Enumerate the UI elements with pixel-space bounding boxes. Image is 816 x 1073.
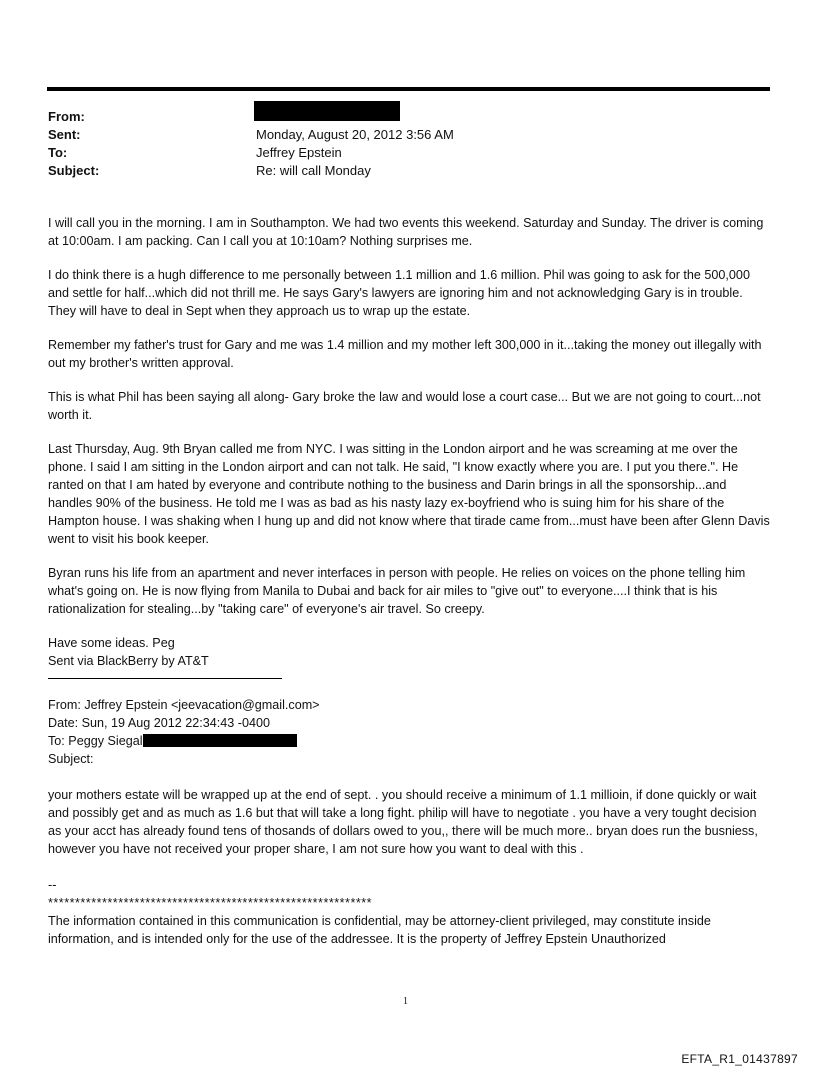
from-value bbox=[256, 108, 400, 126]
email-body bbox=[48, 214, 772, 948]
body-paragraph: Byran runs his life from an apartment and never interfaces in person with people. He relies on voices on the phone telling him what's going on. He is now flying from Manila to Dubai and back for air miles to "give out" to everyone....I think that is his rationalization for stealing...by "taking care" of everyone's air travel. So creepy. bbox=[48, 566, 746, 616]
sent-label: Sent: bbox=[48, 127, 81, 142]
to-label: To: bbox=[48, 145, 68, 160]
to-value: Jeffrey Epstein bbox=[256, 145, 342, 160]
body-paragraph: I will call you in the morning. I am in Southampton. We had two events this weekend. Saturday and Sunday. The driver is coming at 10:00am. I am packing. Can I call you at 10:10am? Nothing surprises me. bbox=[48, 216, 764, 248]
redaction-box bbox=[254, 101, 400, 121]
to-row bbox=[48, 144, 454, 162]
signoff-device-line: Sent via BlackBerry by AT&T bbox=[48, 654, 209, 668]
original-subject: Subject: bbox=[48, 752, 94, 766]
email-header bbox=[48, 108, 454, 180]
original-date: Date: Sun, 19 Aug 2012 22:34:43 -0400 bbox=[48, 716, 270, 730]
redaction-box bbox=[143, 734, 297, 747]
original-message-body: your mothers estate will be wrapped up at the end of sept. . you should receive a minimum of 1.1 millioin, if done quickly or wait and possibly get and as much as 1.6 but that will take a long fight. philip will have to negotiate . you have a very tought decision as your acct has already found tens of thosands of dollars owed to you,, there will be much more.. bryan does run the busniess, however you have not received your proper share, I am not sure how you want to deal with this . bbox=[48, 788, 758, 856]
from-row bbox=[48, 108, 454, 126]
sent-value: Monday, August 20, 2012 3:56 AM bbox=[256, 127, 454, 142]
asterisk-divider: ************************************************************ bbox=[48, 896, 373, 910]
signature-divider bbox=[48, 678, 282, 679]
subject-value: Re: will call Monday bbox=[256, 163, 371, 178]
signature-dashes: -- bbox=[48, 878, 57, 892]
subject-label: Subject: bbox=[48, 163, 100, 178]
original-from: From: Jeffrey Epstein <jeevacation@gmail.com> bbox=[48, 698, 320, 712]
body-paragraph: Remember my father's trust for Gary and me was 1.4 million and my mother left 300,000 in it...taking the money out illegally with out my brother's written approval. bbox=[48, 338, 762, 370]
from-label: From: bbox=[48, 109, 85, 124]
body-paragraph: Last Thursday, Aug. 9th Bryan called me from NYC. I was sitting in the London airport and he was screaming at me over the phone. I said I am sitting in the London airport and can not talk. He said, "I know exactly where you are. I put you there.". He ranted on that I am hated by everyone and contribute nothing to the business and Darin brings in all the sponsorship...and handles 90% of the business. He told me I was as bad as his nasty lazy ex-boyfriend who is suing him for his share of the Hampton house. I was shaking when I hung up and did not know where that tirade came from...must have been after Glenn Davis went to visit his book keeper. bbox=[48, 442, 770, 546]
signoff-line: Have some ideas. Peg bbox=[48, 636, 175, 650]
original-to-row bbox=[48, 732, 772, 750]
body-paragraph: I do think there is a hugh difference to me personally between 1.1 million and 1.6 million. Phil was going to ask for the 500,000 and settle for half...which did not thrill me. He says Gary's lawyers are ignoring him and not acknowledging Gary is in trouble. They will have to deal in Sept when they approach us to wrap up the estate. bbox=[48, 268, 750, 318]
original-to: To: Peggy Siegal bbox=[48, 734, 143, 748]
signoff bbox=[48, 634, 772, 670]
document-id: EFTA_R1_01437897 bbox=[681, 1052, 798, 1066]
subject-row bbox=[48, 162, 454, 180]
page-number: 1 bbox=[403, 996, 408, 1007]
body-paragraph: This is what Phil has been saying all along- Gary broke the law and would lose a court case... But we are not going to court...not worth it. bbox=[48, 390, 761, 422]
confidentiality-disclaimer: The information contained in this communication is confidential, may be attorney-client privileged, may constitute inside information, and is intended only for the use of the addressee. It is the property of Jeffrey Epstein Unauthorized bbox=[48, 914, 711, 946]
header-rule bbox=[47, 87, 770, 91]
original-message-header bbox=[48, 696, 772, 768]
sent-row bbox=[48, 126, 454, 144]
